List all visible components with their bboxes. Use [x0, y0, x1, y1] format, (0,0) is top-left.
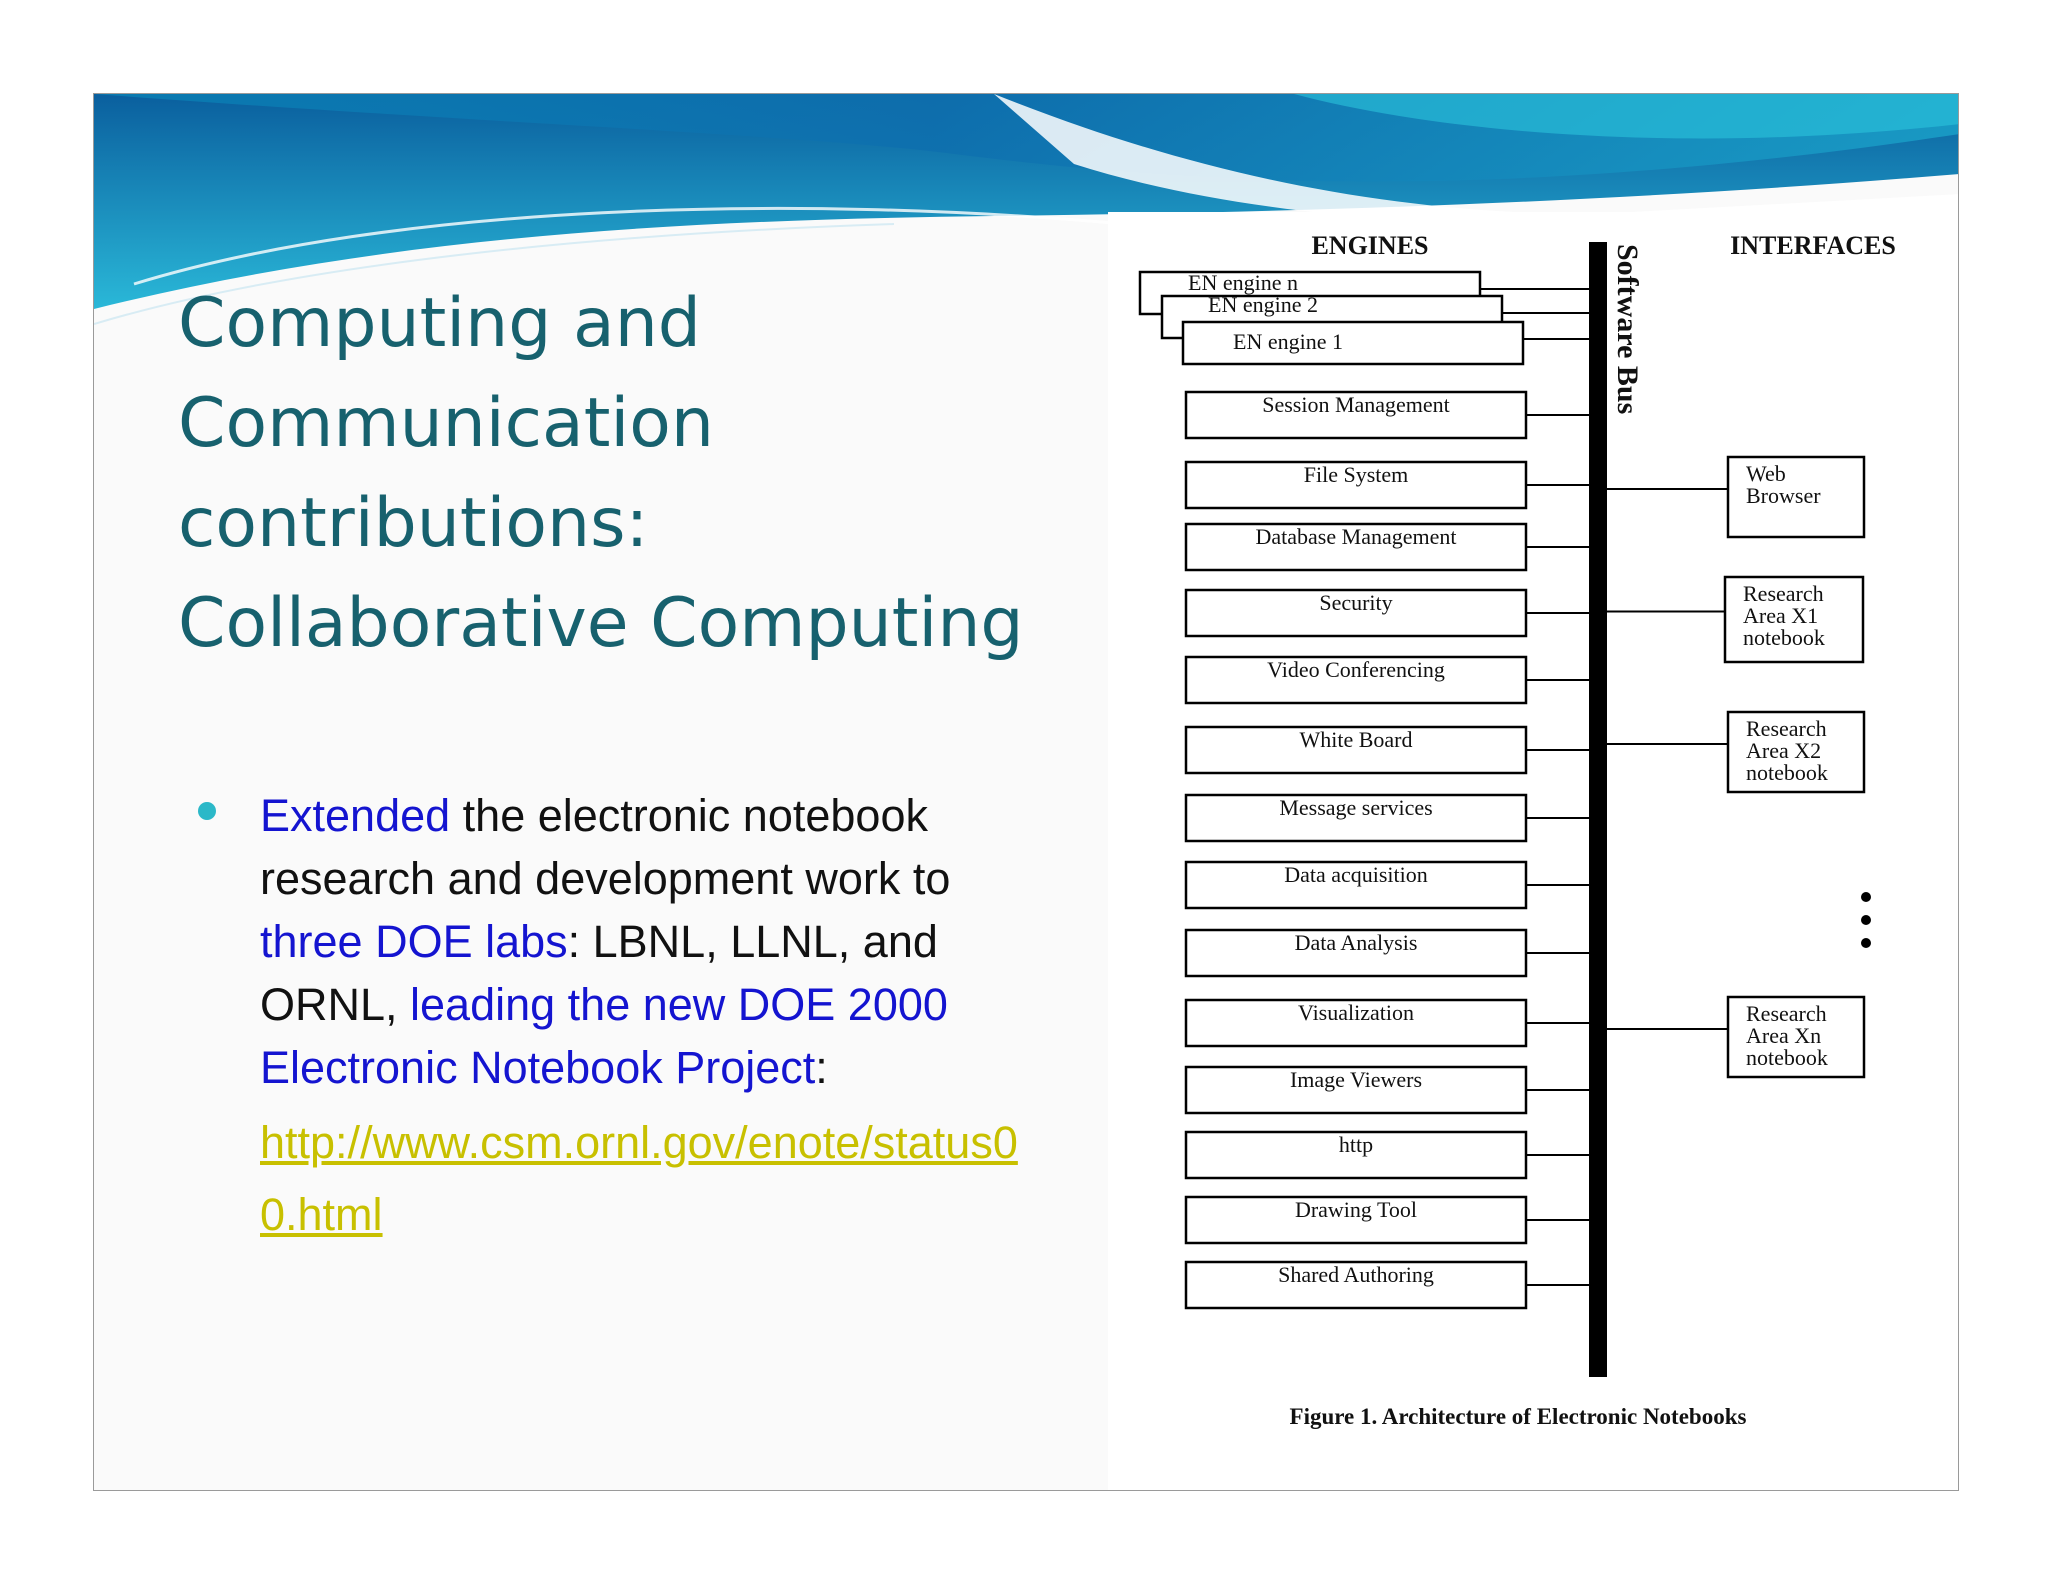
bullet-span: : LBNL, LLNL, and ORNL, — [260, 916, 938, 1030]
interface-label: Research — [1746, 716, 1827, 741]
title-line: Collaborative Computing — [178, 584, 1024, 663]
stacked-engine-label: EN engine n — [1188, 270, 1298, 295]
software-bus-label: Software Bus — [1611, 244, 1644, 415]
engine-label: White Board — [1299, 727, 1413, 752]
slide — [93, 93, 1959, 1491]
project-link[interactable]: http://www.csm.ornl.gov/enote/status00.html — [260, 1117, 1018, 1240]
bullet-dot-icon — [198, 802, 216, 820]
interface-label: Area X1 — [1743, 603, 1819, 628]
title-line: Communication — [178, 384, 714, 463]
highlight-three-doe-labs: three DOE labs — [260, 916, 568, 967]
bullet-span: the electronic notebook research and development work to — [260, 790, 951, 904]
software-bus-bar — [1589, 242, 1607, 1377]
engine-label: Session Management — [1262, 392, 1450, 417]
ellipsis-dot-icon — [1861, 892, 1871, 902]
interface-label: notebook — [1746, 1045, 1828, 1070]
bullet-item — [204, 784, 1064, 1251]
ellipsis-dot-icon — [1861, 938, 1871, 948]
bullet-span: : — [815, 1042, 828, 1093]
engine-label: Data Analysis — [1294, 930, 1418, 955]
engine-label: Visualization — [1298, 1000, 1414, 1025]
engines-header: ENGINES — [1311, 231, 1429, 260]
engine-label: http — [1338, 1132, 1374, 1157]
stacked-engine-label: EN engine 1 — [1233, 329, 1343, 354]
ellipsis-dot-icon — [1861, 915, 1871, 925]
interfaces-header: INTERFACES — [1730, 231, 1896, 260]
interface-label: notebook — [1746, 760, 1828, 785]
highlight-extended: Extended — [260, 790, 451, 841]
engine-label: Video Conferencing — [1267, 657, 1445, 682]
engine-label: File System — [1303, 462, 1409, 487]
engine-label: Data acquisition — [1284, 862, 1428, 887]
interface-label: Web — [1746, 461, 1786, 486]
title-line: Computing and — [178, 284, 701, 363]
title-line: contributions: — [178, 484, 649, 563]
slide-title — [178, 274, 1078, 674]
highlight-doe-project: leading the new DOE 2000 Electronic Notebook Project — [260, 979, 948, 1093]
stacked-engine-label: EN engine 2 — [1208, 292, 1318, 317]
engine-label: Security — [1319, 590, 1393, 615]
architecture-diagram — [1108, 212, 1959, 1491]
interface-label: Area X2 — [1746, 738, 1822, 763]
bullet-text — [260, 784, 1064, 1251]
engine-label: Shared Authoring — [1278, 1262, 1434, 1287]
interface-label: Area Xn — [1746, 1023, 1822, 1048]
interface-label: Research — [1746, 1001, 1827, 1026]
engine-label: Database Management — [1255, 524, 1457, 549]
engine-label: Image Viewers — [1289, 1067, 1423, 1092]
architecture-figure — [1108, 212, 1959, 1491]
interface-label: Research — [1743, 581, 1824, 606]
interface-label: Browser — [1746, 483, 1821, 508]
figure-caption: Figure 1. Architecture of Electronic Notebooks — [1289, 1404, 1747, 1429]
interface-label: notebook — [1743, 625, 1825, 650]
engine-label: Drawing Tool — [1294, 1197, 1418, 1222]
engine-label: Message services — [1279, 795, 1433, 820]
